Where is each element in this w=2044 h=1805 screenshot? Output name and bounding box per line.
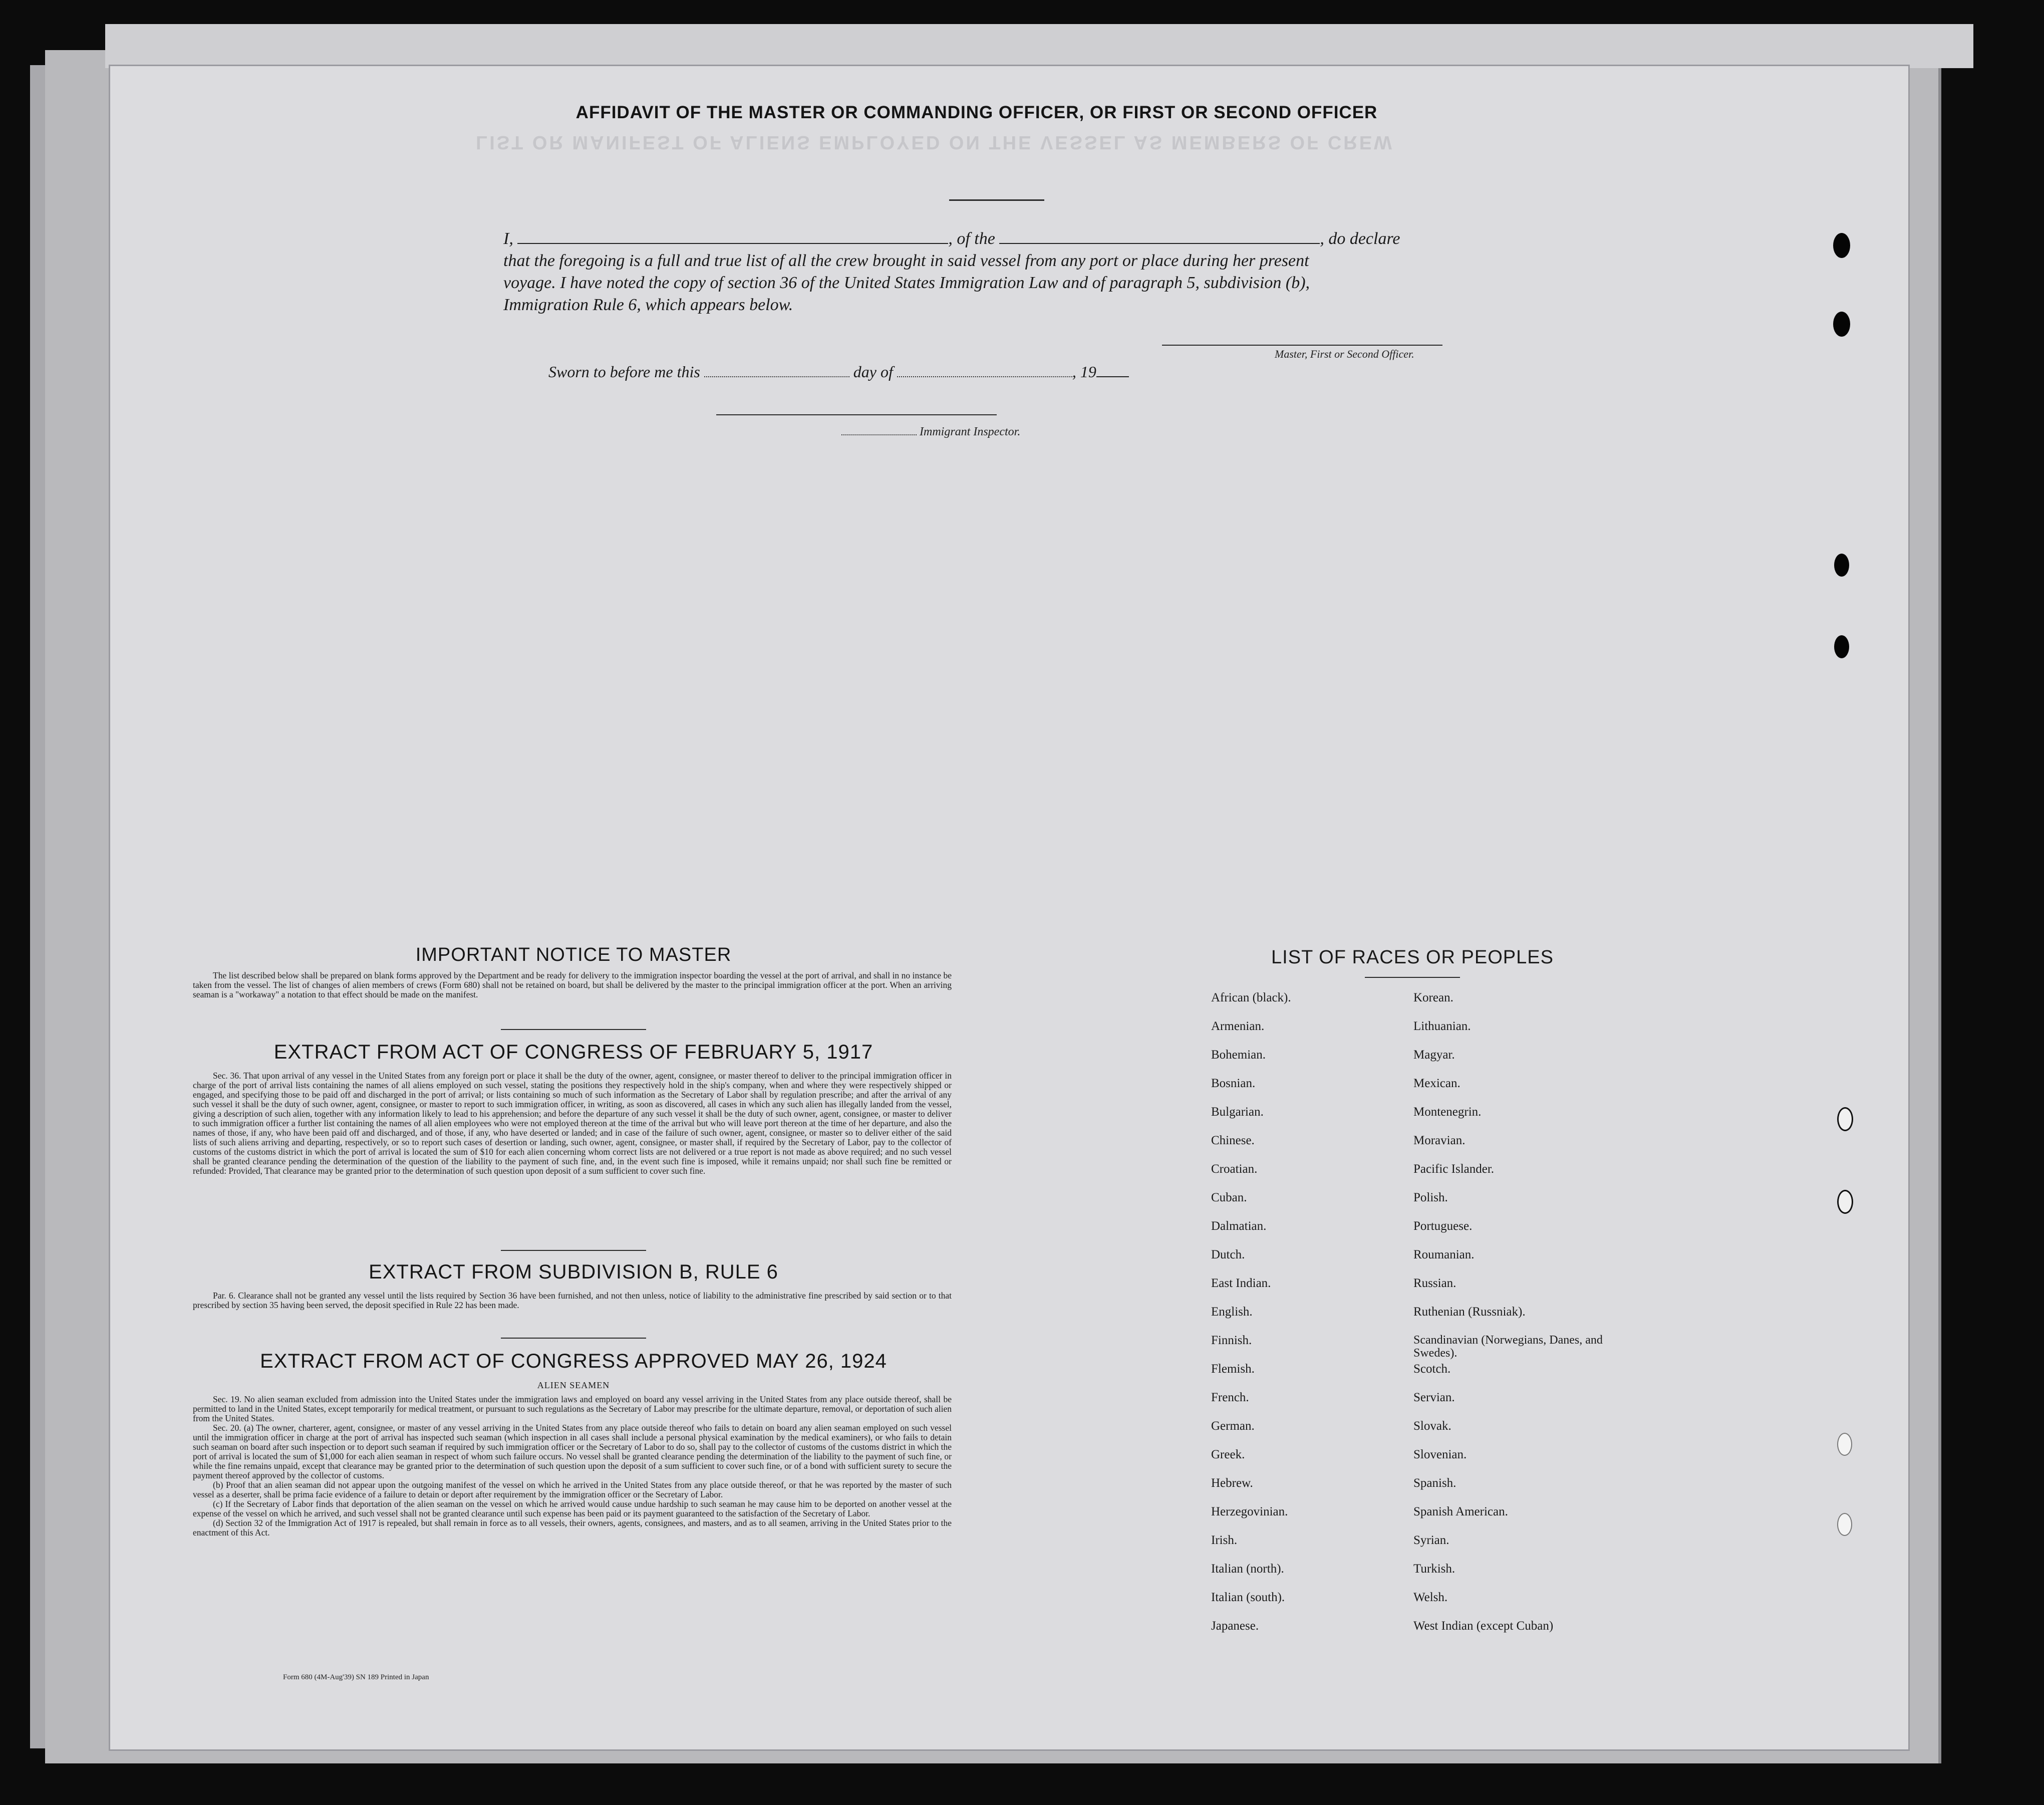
notice-title: IMPORTANT NOTICE TO MASTER xyxy=(415,944,732,965)
races-right-column xyxy=(1413,991,1604,1648)
vessel-blank[interactable] xyxy=(999,243,1320,244)
extract-1924-body: Sec. 19. No alien seaman excluded from admission into the United States under the immigration laws and employed on board any vessel arriving in the United States from any place outside thereof, shall be permitted to land in the United States, except temporarily for medical treatment, or pursuant to such regulations as the Secretary of Labor may prescribe for the ultimate departure, removal, or deportation of such alien from the United States. Sec. 20. (a) The owner, charterer, agent, consignee, or master of any vessel arriving in the United States from any place outside thereof who fails to detain on board any alien seaman employed on such vessel until the immigration officer in charge at the port of arrival has inspected such seaman (which inspection in all cases shall include a personal physical examination by the medical examiners), or who fails to detain such seaman on board after such inspection or to deport such seaman if required by such immigration officer or the Secretary of Labor to do so, shall pay to the collector of customs of the customs district in which the port of arrival is located the sum of $1,000 for each alien seaman in respect of whom such failure occurs. No vessel shall be granted clearance pending the determination of the liability to the payment of such fine, or while the fine remains unpaid, except that clearance may be granted prior to the determination of such question upon the deposit of a sum sufficient to cover such fine, or of a bond with sufficient surety to secure the payment thereof approved by the collector of customs. (b) Proof that an alien seaman did not appear upon the outgoing manifest of the vessel on which he arrived in the United States from any place outside thereof, or that he was reported by the master of such vessel as a deserter, shall be prima facie evidence of a failure to detain or deport after requirement by the immigration officer or the Secretary of Labor. (c) If the Secretary of Labor finds that deportation of the alien seaman on the vessel on which he arrived would cause undue hardship to such seaman he may cause him to be deported on another vessel at the expense of the vessel on which he arrived, and such vessel shall not be granted clearance until such expense has been paid or its payment guaranteed to the satisfaction of the Secretary of Labor. (d) Section 32 of the Immigration Act of 1917 is repealed, but shall remain in force as to all vessels, their owners, agents, consignees, and masters, and as to all seamen, arriving in the United States prior to the enactment of this Act. xyxy=(193,1394,952,1537)
extract-1917-body: Sec. 36. That upon arrival of any vessel in the United States from any foreign port or place it shall be the duty of the owner, agent, consignee, or master thereof to deliver to the principal immigration officer in charge of the port of arrival lists containing the names of all aliens employed on such vessel, stating the positions they respectively hold in the ship's company, when and where they were respectively shipped or engaged, and specifying those to be paid off and discharged in the port of arrival; or lists containing so much of such information as the Secretary of Labor shall by regulation prescribe; and after the arrival of any such vessel it shall be the duty of such owner, agent, consignee, or master to report to such immigration officer, in writing, as soon as discovered, all cases in which any such alien has illegally landed from the vessel, giving a description of such alien, together with any information likely to lead to his apprehension; and before the departure of any such vessel it shall be the duty of such owner, agent, consignee, or master to deliver to such immigration officer a further list containing the names of all alien employees who were not employed thereon at the time of the arrival but who will leave port thereon at the time of her departure, and also the names of those, if any, who have been paid off and discharged, and of those, if any, who have deserted or landed; and in case of the failure of such owner, agent, consignee, or master so to deliver either of the said lists of such aliens arriving and departing, respectively, or so to report such cases of desertion or landing, such owner, agent, consignee, or master shall, if required by the Secretary of Labor, pay to the collector of customs of the customs district in which the port of arrival is located the sum of $10 for each alien concerning whom correct lists are not delivered or a true report is not made as above required; and no such vessel shall be granted clearance pending the determination of the question of the liability to the payment of such fine, and, in the event such fine is imposed, while it remains unpaid; nor shall such fine be remitted or refunded: Provided, That clearance may be granted prior to the determination of such question upon deposit of a sum sufficient to cover such fine. xyxy=(193,1071,952,1176)
section-divider xyxy=(501,1029,646,1030)
race-item: Dutch. xyxy=(1211,1248,1245,1261)
race-item: French. xyxy=(1211,1391,1249,1404)
race-item: Lithuanian. xyxy=(1413,1019,1471,1033)
race-item: Roumanian. xyxy=(1413,1248,1475,1261)
name-blank[interactable] xyxy=(517,243,948,244)
race-item: Polish. xyxy=(1413,1191,1448,1204)
race-item: Flemish. xyxy=(1211,1362,1255,1376)
signature-label: Master, First or Second Officer. xyxy=(1275,348,1414,360)
race-item: Hebrew. xyxy=(1211,1476,1253,1490)
race-item: Servian. xyxy=(1413,1391,1455,1404)
races-title-rule xyxy=(1365,977,1460,978)
punch-hole xyxy=(1833,233,1850,258)
race-item: Herzegovinian. xyxy=(1211,1505,1288,1518)
race-item: Dalmatian. xyxy=(1211,1219,1267,1233)
race-item: English. xyxy=(1211,1305,1253,1319)
race-item: Cuban. xyxy=(1211,1191,1247,1204)
race-item: Montenegrin. xyxy=(1413,1105,1482,1119)
form-number: Form 680 (4M-Aug'39) SN 189 Printed in Japan xyxy=(283,1673,429,1681)
extract-rule6-body: Par. 6. Clearance shall not be granted any vessel until the lists required by Section 36 have been furnished, and not then unless, notice of liability to the administrative fine prescribed by said section or to that prescribed by section 35 having been served, the deposit specified in Rule 22 has been made. xyxy=(193,1291,952,1310)
race-item: Russian. xyxy=(1413,1276,1456,1290)
extract-1924-title: EXTRACT FROM ACT OF CONGRESS APPROVED MAY 26, 1924 xyxy=(260,1350,887,1372)
punch-hole xyxy=(1834,554,1849,577)
race-item: Armenian. xyxy=(1211,1019,1265,1033)
affidavit-title: AFFIDAVIT OF THE MASTER OR COMMANDING OFFICER, OR FIRST OR SECOND OFFICER xyxy=(575,103,1378,122)
race-item: Italian (south). xyxy=(1211,1591,1285,1604)
section-divider xyxy=(501,1250,646,1251)
section-divider xyxy=(501,1338,646,1339)
race-item: Bosnian. xyxy=(1211,1077,1256,1090)
race-item: Bulgarian. xyxy=(1211,1105,1264,1119)
race-item: Welsh. xyxy=(1413,1591,1448,1604)
sworn-date-blank[interactable] xyxy=(704,376,849,377)
inspector-label: Immigrant Inspector. xyxy=(841,425,1020,439)
punch-hole xyxy=(1837,1190,1853,1214)
race-item: Slovenian. xyxy=(1413,1448,1467,1461)
race-item: Bohemian. xyxy=(1211,1048,1266,1062)
extract-1924-subtitle: ALIEN SEAMEN xyxy=(537,1380,610,1390)
sworn-month-blank[interactable] xyxy=(897,376,1072,377)
race-item: Scotch. xyxy=(1413,1362,1451,1376)
race-item: Finnish. xyxy=(1211,1334,1252,1347)
race-item: Moravian. xyxy=(1413,1134,1466,1147)
race-item: Mexican. xyxy=(1413,1077,1461,1090)
sworn-year-blank[interactable] xyxy=(1096,376,1129,377)
race-item: Syrian. xyxy=(1413,1533,1449,1547)
race-item: West Indian (except Cuban) xyxy=(1413,1619,1554,1633)
race-item: Japanese. xyxy=(1211,1619,1259,1633)
race-item: German. xyxy=(1211,1419,1255,1433)
race-item: Turkish. xyxy=(1413,1562,1455,1576)
extract-1917-title: EXTRACT FROM ACT OF CONGRESS OF FEBRUARY 5, 1917 xyxy=(273,1041,873,1063)
race-item: Italian (north). xyxy=(1211,1562,1284,1576)
race-item: Spanish American. xyxy=(1413,1505,1508,1518)
punch-hole xyxy=(1837,1433,1852,1456)
race-item: Magyar. xyxy=(1413,1048,1455,1062)
declaration-line-3: voyage. I have noted the copy of section 36 of the United States Immigration Law and of paragraph 5, subdivision (b), xyxy=(503,274,1310,292)
bleed-through-header: LIST OR MANIFEST OF ALIENS EMPLOYED ON THE VESSEL AS MEMBERS OF CREW xyxy=(476,132,1394,153)
inspector-signature-line xyxy=(716,414,997,415)
race-item: Korean. xyxy=(1413,991,1453,1004)
notice-body: The list described below shall be prepared on blank forms approved by the Department and be ready for delivery to the immigration inspector boarding the vessel at the port of arrival, and shall in no instance be taken from the vessel. The list of changes of alien members of crews (Form 680) shall not be retained on board, but shall be delivered by the master to the principal immigration officer at the port. When an arriving seaman is a "workaway" a notation to that effect should be made on the manifest. xyxy=(193,970,952,999)
race-item: Chinese. xyxy=(1211,1134,1255,1147)
declaration-line-2: that the foregoing is a full and true list of all the crew brought in said vessel from any port or place during her present xyxy=(503,251,1309,270)
signature-line xyxy=(1162,345,1442,346)
race-item: Ruthenian (Russniak). xyxy=(1413,1305,1526,1319)
top-edge-strip xyxy=(105,24,1973,68)
races-title: LIST OF RACES OR PEOPLES xyxy=(1271,947,1554,968)
punch-hole xyxy=(1834,635,1849,658)
race-item: Pacific Islander. xyxy=(1413,1162,1495,1176)
race-item: Greek. xyxy=(1211,1448,1245,1461)
extract-rule6-title: EXTRACT FROM SUBDIVISION B, RULE 6 xyxy=(369,1261,778,1283)
punch-hole xyxy=(1833,312,1850,337)
affidavit-declaration xyxy=(503,228,1505,316)
race-item: Portuguese. xyxy=(1413,1219,1473,1233)
declaration-line-4: Immigration Rule 6, which appears below. xyxy=(503,296,793,314)
race-item: East Indian. xyxy=(1211,1276,1271,1290)
punch-hole xyxy=(1837,1107,1853,1131)
race-item: African (black). xyxy=(1211,991,1291,1004)
declaration-line-1: I, , of the , do declare xyxy=(503,229,1400,248)
affidavit-title-rule xyxy=(949,199,1044,201)
race-item: Slovak. xyxy=(1413,1419,1451,1433)
race-item: Croatian. xyxy=(1211,1162,1258,1176)
punch-hole xyxy=(1837,1513,1852,1536)
race-item: Irish. xyxy=(1211,1533,1238,1547)
race-item: Scandinavian (Norwegians, Danes, and Swedes). xyxy=(1413,1334,1603,1360)
sworn-line: Sworn to before me this day of , 19 xyxy=(548,361,1129,383)
race-item: Spanish. xyxy=(1413,1476,1456,1490)
